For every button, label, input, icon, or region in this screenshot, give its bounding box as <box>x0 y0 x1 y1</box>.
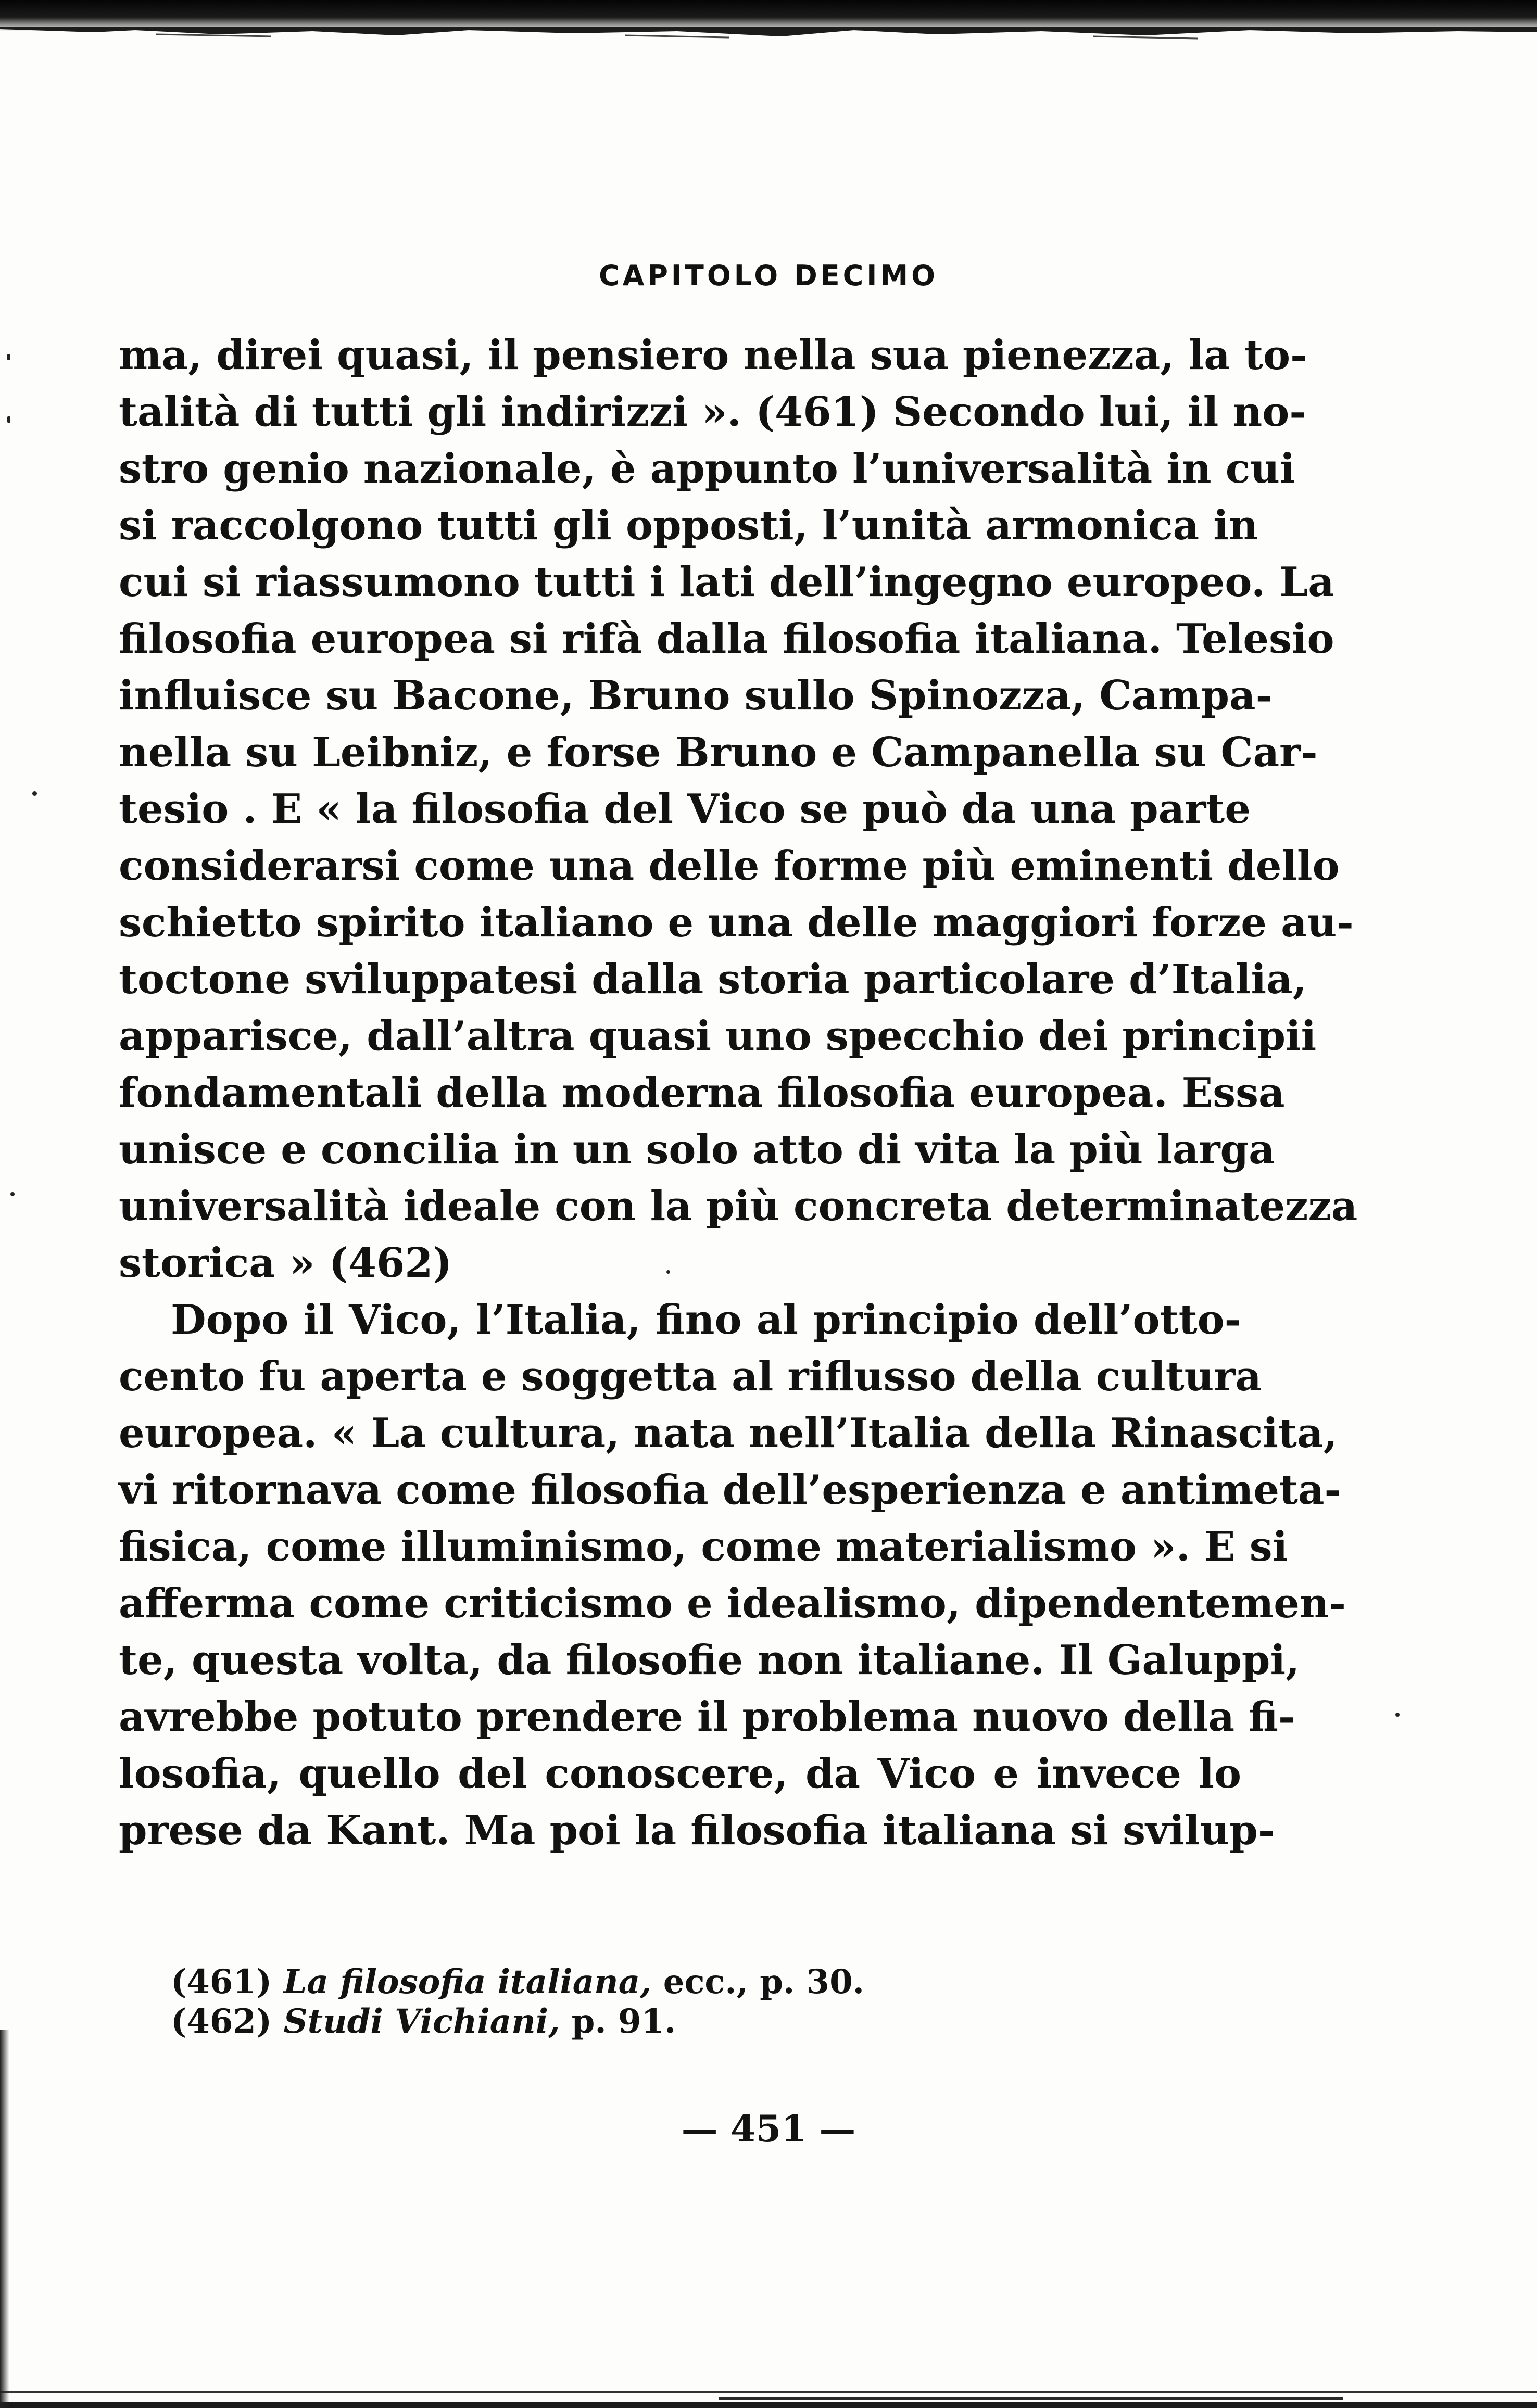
scan-speck <box>10 1192 15 1196</box>
running-head: CAPITOLO DECIMO <box>598 259 939 292</box>
scan-speck <box>7 416 10 423</box>
body-line: fondamentali della moderna filosofia europea. Essa <box>119 1069 1285 1117</box>
body-line: universalità ideale con la più concreta determinatezza <box>119 1183 1358 1230</box>
body-line: considerarsi come una delle forme più eminenti dello <box>119 842 1340 890</box>
scan-bottom-border <box>0 2381 1537 2408</box>
body-line: apparisce, dall’altra quasi uno specchio dei principii <box>119 1012 1317 1060</box>
body-line-paragraph-start: Dopo il Vico, l’Italia, fino al principio dell’otto- <box>171 1296 1241 1344</box>
footnote-number: (461) <box>171 1962 272 2001</box>
body-line: si raccolgono tutti gli opposti, l’unità armonica in <box>119 502 1258 549</box>
scan-speck <box>7 354 10 360</box>
body-line: europea. « La cultura, nata nell’Italia della Rinascita, <box>119 1410 1338 1457</box>
body-line: stro genio nazionale, è appunto l’universalità in cui <box>119 445 1295 492</box>
scan-speck <box>1395 1713 1400 1717</box>
body-line: prese da Kant. Ma poi la filosofia italiana si svilup- <box>119 1807 1275 1854</box>
body-line: fisica, come illuminismo, come materialismo ». E si <box>119 1523 1288 1570</box>
body-line: vi ritornava come filosofia dell’esperienza e antimeta- <box>119 1466 1341 1514</box>
body-line: tesio . E « la filosofia del Vico se può da una parte <box>119 785 1251 833</box>
footnote-462 <box>171 2002 1212 2042</box>
body-line: avrebbe potuto prendere il problema nuovo della fi- <box>119 1693 1295 1741</box>
body-line: filosofia europea si rifà dalla filosofia italiana. Telesio <box>119 615 1334 663</box>
page-number: — 451 — <box>681 2107 856 2150</box>
footnote-citation: p. 91. <box>571 2002 676 2041</box>
scan-speck <box>32 791 37 796</box>
body-line: te, questa volta, da filosofie non italiane. Il Galuppi, <box>119 1637 1300 1684</box>
body-line: ma, direi quasi, il pensiero nella sua pienezza, la to- <box>119 332 1307 379</box>
footnotes <box>171 1962 1212 2042</box>
body-line: losofia, quello del conoscere, da Vico e invece lo <box>119 1750 1241 1797</box>
body-line: cento fu aperta e soggetta al riflusso della cultura <box>119 1353 1262 1400</box>
body-line: unisce e concilia in un solo atto di vita la più larga <box>119 1126 1275 1173</box>
footnote-title: La filosofia italiana, <box>283 1962 652 2001</box>
body-line-paragraph-end: storica » (462) <box>119 1239 452 1287</box>
scan-top-border <box>0 0 1537 31</box>
scan-top-border-texture <box>0 27 1537 43</box>
body-line: talità di tutti gli indirizzi ». (461) Secondo lui, il no- <box>119 388 1306 436</box>
body-line: nella su Leibniz, e forse Bruno e Campanella su Car- <box>119 729 1318 776</box>
footnote-461 <box>171 1962 1212 2002</box>
body-line: cui si riassumono tutti i lati dell’ingegno europeo. La <box>119 559 1334 606</box>
footnote-number: (462) <box>171 2002 272 2041</box>
body-line: afferma come criticismo e idealismo, dipendentemen- <box>119 1580 1346 1627</box>
body-line: influisce su Bacone, Bruno sullo Spinozza, Campa- <box>119 672 1273 719</box>
footnote-title: Studi Vichiani, <box>283 2002 560 2041</box>
scan-left-border <box>0 2030 9 2408</box>
body-line: toctone sviluppatesi dalla storia particolare d’Italia, <box>119 956 1307 1003</box>
body-line: schietto spirito italiano e una delle maggiori forze au- <box>119 899 1354 946</box>
body-text <box>119 327 1358 1859</box>
footnote-citation: ecc., p. 30. <box>663 1962 864 2001</box>
